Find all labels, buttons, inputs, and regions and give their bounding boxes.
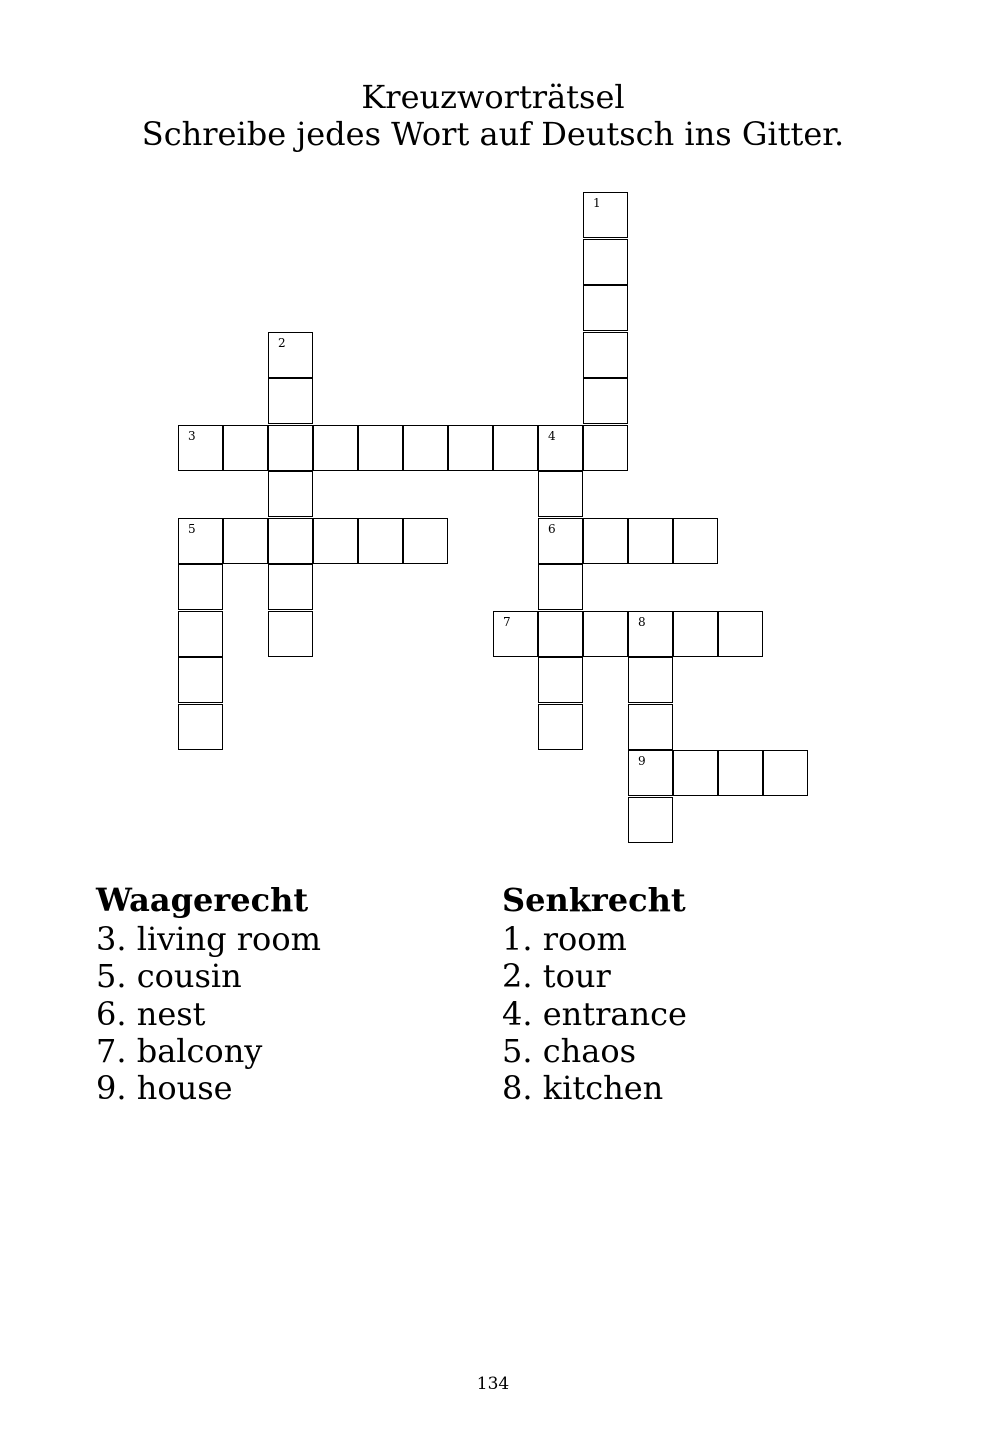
down-clue: 5. chaos [502,1031,636,1070]
grid-cell[interactable] [268,564,313,610]
down-clue: 1. room [502,920,627,958]
grid-cell[interactable] [718,750,763,796]
grid-cell[interactable] [178,518,223,564]
grid-cell[interactable] [628,797,673,843]
clue-number: 6 [548,521,556,536]
grid-cell[interactable] [538,564,583,610]
grid-cell[interactable] [493,611,538,657]
grid-cell[interactable] [583,378,628,424]
grid-cell[interactable] [538,425,583,471]
clue-number: 3 [188,428,196,443]
grid-cell[interactable] [538,704,583,750]
down-clue: 2. tour [502,957,611,996]
grid-cell[interactable] [538,611,583,657]
grid-cell[interactable] [313,425,358,471]
grid-cell[interactable] [178,564,223,610]
grid-cell[interactable] [448,425,493,471]
grid-cell[interactable] [628,750,673,796]
clue-number: 5 [188,521,196,536]
down-clue: 8. kitchen [502,1069,664,1108]
grid-cell[interactable] [628,611,673,657]
grid-cell[interactable] [673,611,718,657]
page-instructions: Schreibe jedes Wort auf Deutsch ins Gitter. [141,115,845,153]
across-heading: Waagerecht [96,881,309,919]
page-title: Kreuzworträtsel [361,78,625,116]
across-clue: 6. nest [96,994,206,1033]
grid-cell[interactable] [583,192,628,238]
clue-number: 8 [638,614,646,629]
down-clues [502,880,687,1107]
across-clue-list [96,921,321,1107]
down-clue-list [502,921,687,1107]
clue-number: 7 [503,614,511,629]
grid-cell[interactable] [268,425,313,471]
grid-cell[interactable] [538,657,583,703]
grid-cell[interactable] [358,518,403,564]
clue-number: 4 [548,428,556,443]
grid-cell[interactable] [583,611,628,657]
grid-cell[interactable] [358,425,403,471]
grid-cell[interactable] [178,704,223,750]
grid-cell[interactable] [268,471,313,517]
grid-cell[interactable] [493,425,538,471]
grid-cell[interactable] [538,518,583,564]
grid-cell[interactable] [718,611,763,657]
across-clue: 9. house [96,1069,233,1108]
grid-cell[interactable] [223,425,268,471]
grid-cell[interactable] [403,518,448,564]
grid-cell[interactable] [628,518,673,564]
grid-cell[interactable] [178,657,223,703]
clue-number: 9 [638,754,646,768]
grid-cell[interactable] [763,750,808,796]
grid-cell[interactable] [538,471,583,517]
grid-cell[interactable] [313,518,358,564]
grid-cell[interactable] [268,518,313,564]
grid-cell[interactable] [628,704,673,750]
down-clue: 4. entrance [502,994,687,1033]
grid-cell[interactable] [223,518,268,564]
grid-cell[interactable] [268,332,313,378]
across-clues [96,880,321,1107]
clue-number: 1 [593,196,601,210]
grid-cell[interactable] [583,518,628,564]
across-clue: 5. cousin [96,957,242,996]
grid-cell[interactable] [628,657,673,703]
grid-cell[interactable] [178,425,223,471]
down-heading: Senkrecht [502,881,686,919]
across-clue: 7. balcony [96,1031,263,1070]
grid-cell[interactable] [583,285,628,331]
grid-cell[interactable] [673,750,718,796]
grid-cell[interactable] [673,518,718,564]
grid-cell[interactable] [403,425,448,471]
across-clue: 3. living room [96,920,321,958]
grid-cell[interactable] [583,239,628,285]
page-number: 134 [476,1374,510,1394]
grid-cell[interactable] [583,332,628,378]
grid-cell[interactable] [583,425,628,471]
grid-cell[interactable] [268,611,313,657]
grid-cell[interactable] [268,378,313,424]
clue-number: 2 [278,335,286,350]
grid-cell[interactable] [178,611,223,657]
